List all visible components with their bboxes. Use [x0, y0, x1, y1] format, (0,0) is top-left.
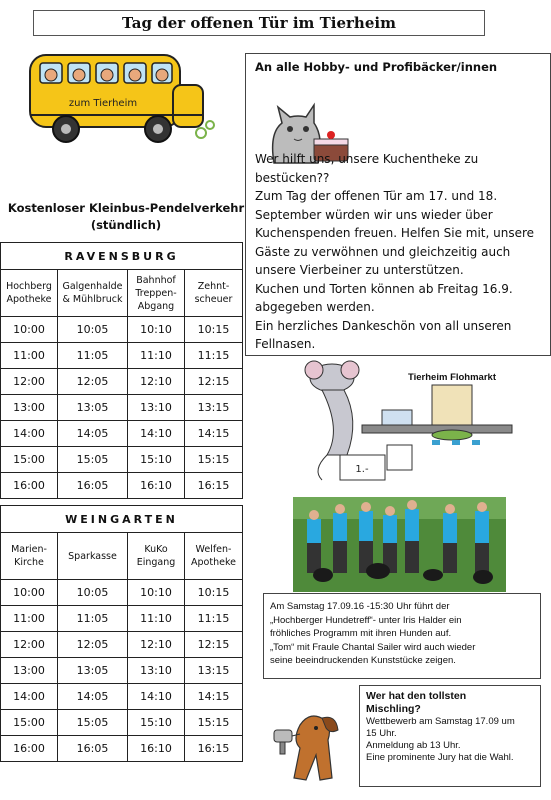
departure-time: 10:15 — [185, 580, 243, 606]
departure-time: 10:00 — [1, 580, 58, 606]
timetable-row — [1, 421, 243, 447]
stop-header — [1, 270, 58, 317]
stop-header — [1, 533, 58, 580]
departure-time: 12:05 — [58, 369, 128, 395]
departure-time: 14:10 — [128, 684, 185, 710]
stop-header — [185, 270, 243, 317]
bakers-title: An alle Hobby- und Profibäcker/innen — [255, 60, 498, 74]
shuttle-heading-line1: Kostenloser Kleinbus-Pendelverkehr — [7, 201, 245, 215]
bakers-text-line: unsere Vierbeiner zu unterstützen. — [255, 263, 464, 277]
departure-time: 14:05 — [58, 684, 128, 710]
departure-time: 15:10 — [128, 710, 185, 736]
departure-time: 16:10 — [128, 473, 185, 499]
bakers-text-line: September würden wir uns wieder über — [255, 207, 493, 222]
dog-show-notice — [263, 593, 541, 679]
departure-time: 16:10 — [128, 736, 185, 762]
departure-time: 14:15 — [185, 421, 243, 447]
contest-text-line: Eine prominente Jury hat die Wahl. — [366, 752, 514, 763]
contest-notice — [359, 685, 541, 787]
bakers-notice — [245, 53, 551, 356]
departure-time: 15:10 — [128, 447, 185, 473]
stop-name-line: scheuer — [194, 294, 233, 305]
departure-time: 16:00 — [1, 736, 58, 762]
timetable-row — [1, 632, 243, 658]
departure-time: 15:05 — [58, 710, 128, 736]
timetable-row — [1, 447, 243, 473]
departure-time: 10:05 — [58, 580, 128, 606]
departure-time: 10:05 — [58, 317, 128, 343]
stop-name-line: & Mühlbruck — [62, 294, 123, 305]
stop-name-line: Kirche — [14, 557, 44, 568]
stop-header — [58, 533, 128, 580]
departure-time: 14:00 — [1, 684, 58, 710]
departure-time: 12:10 — [128, 632, 185, 658]
stop-name-line: Apotheke — [191, 557, 236, 568]
departure-time: 15:15 — [185, 447, 243, 473]
contest-title — [360, 686, 540, 716]
stop-header — [58, 270, 128, 317]
shuttle-heading-line2: (stündlich) — [90, 218, 162, 232]
dog-show-text-line: „Hochberger Hundetreff“- unter Iris Halder ein — [270, 614, 462, 626]
departure-time: 14:00 — [1, 421, 58, 447]
bakers-text-line: Wer hilft uns, unsere Kuchentheke zu — [255, 152, 479, 166]
departure-time: 12:10 — [128, 369, 185, 395]
departure-time: 11:00 — [1, 343, 58, 369]
departure-time: 11:15 — [185, 606, 243, 632]
weingarten-city-header: WEINGARTEN — [1, 506, 243, 533]
dog-group-photo — [293, 497, 506, 592]
departure-time: 13:00 — [1, 395, 58, 421]
stop-name-line: Zehnt- — [197, 281, 230, 292]
departure-time: 13:10 — [128, 395, 185, 421]
stop-name-line: Sparkasse — [68, 550, 117, 562]
timetable-row — [1, 580, 243, 606]
stop-header — [128, 533, 185, 580]
departure-time: 11:10 — [128, 606, 185, 632]
departure-time: 10:10 — [128, 317, 185, 343]
timetable-row — [1, 684, 243, 710]
dog-with-hairdryer-illustration — [270, 700, 350, 785]
contest-title-line2: Mischling? — [366, 703, 421, 715]
departure-time: 13:15 — [185, 658, 243, 684]
timetable-row — [1, 606, 243, 632]
bakers-text — [255, 150, 547, 354]
contest-text-line: Wettbewerb am Samstag 17.09 um — [366, 716, 515, 727]
departure-time: 11:10 — [128, 343, 185, 369]
dog-show-text-line: fröhliches Programm mit ihren Hunden auf. — [270, 628, 452, 639]
departure-time: 15:15 — [185, 710, 243, 736]
departure-time: 16:00 — [1, 473, 58, 499]
departure-time: 11:05 — [58, 343, 128, 369]
timetable-row — [1, 658, 243, 684]
shuttle-heading — [6, 200, 246, 234]
timetable-row — [1, 343, 243, 369]
departure-time: 12:05 — [58, 632, 128, 658]
contest-title-line1: Wer hat den tollsten — [366, 690, 467, 702]
contest-text-line: 15 Uhr. — [366, 728, 397, 739]
departure-time: 12:00 — [1, 369, 58, 395]
departure-time: 16:15 — [185, 736, 243, 762]
departure-time: 13:15 — [185, 395, 243, 421]
departure-time: 15:00 — [1, 447, 58, 473]
stop-name-line: Eingang — [136, 557, 176, 568]
departure-time: 14:05 — [58, 421, 128, 447]
timetable-row — [1, 473, 243, 499]
stop-name-line: KuKo — [144, 544, 168, 555]
weingarten-timetable — [0, 505, 243, 762]
ravensburg-timetable — [0, 242, 243, 499]
page-title-text: Tag der offenen Tür im Tierheim — [122, 14, 396, 32]
departure-time: 11:05 — [58, 606, 128, 632]
bakers-text-line: Kuchenspenden freuen. Helfen Sie mit, unsere — [255, 226, 535, 240]
departure-time: 16:15 — [185, 473, 243, 499]
stop-name-line: Abgang — [137, 300, 175, 312]
departure-time: 13:10 — [128, 658, 185, 684]
departure-time: 13:00 — [1, 658, 58, 684]
timetable-row — [1, 369, 243, 395]
stop-name-line: Welfen- — [195, 544, 232, 555]
departure-time: 13:05 — [58, 658, 128, 684]
stop-header — [128, 270, 185, 317]
departure-time: 11:00 — [1, 606, 58, 632]
departure-time: 11:15 — [185, 343, 243, 369]
stop-header — [185, 533, 243, 580]
departure-time: 12:15 — [185, 632, 243, 658]
departure-time: 12:00 — [1, 632, 58, 658]
departure-time: 15:00 — [1, 710, 58, 736]
departure-time: 14:10 — [128, 421, 185, 447]
flea-market-price-sign: 1.- — [355, 464, 369, 475]
departure-time: 10:15 — [185, 317, 243, 343]
stop-name-line: Galgenhalde — [62, 281, 123, 292]
stop-name-line: Hochberg — [6, 281, 52, 292]
bakers-text-line: Gäste zu verwöhnen und gleichzeitig auch — [255, 244, 511, 259]
school-bus-illustration — [18, 45, 218, 155]
page-title — [33, 10, 485, 36]
contest-text — [360, 716, 540, 764]
flea-market-label: Tierheim Flohmarkt — [408, 372, 496, 383]
bus-sign: zum Tierheim — [68, 98, 138, 109]
stop-name-line: Marien- — [11, 544, 47, 555]
departure-time: 12:15 — [185, 369, 243, 395]
departure-time: 10:10 — [128, 580, 185, 606]
dog-show-text-line: Am Samstag 17.09.16 -15:30 Uhr führt der — [270, 601, 450, 612]
dog-show-text-line: „Tom“ mit Fraule Chantal Sailer wird auch wieder — [270, 641, 476, 653]
bakers-text-line: Fellnasen. — [255, 337, 316, 351]
timetable-row — [1, 710, 243, 736]
bakers-text-line: Zum Tag der offenen Tür am 17. und 18. — [255, 189, 498, 203]
timetable-row — [1, 736, 243, 762]
ravensburg-city-header: RAVENSBURG — [1, 243, 243, 270]
departure-time: 10:00 — [1, 317, 58, 343]
stop-name-line: Treppen- — [135, 287, 177, 299]
contest-text-line: Anmeldung ab 13 Uhr. — [366, 740, 461, 751]
timetable-row — [1, 395, 243, 421]
departure-time: 16:05 — [58, 473, 128, 499]
bakers-text-line: bestücken?? — [255, 170, 330, 185]
departure-time: 14:15 — [185, 684, 243, 710]
departure-time: 13:05 — [58, 395, 128, 421]
timetable-row — [1, 317, 243, 343]
bakers-text-line: Ein herzliches Dankeschön von all unseren — [255, 318, 512, 333]
departure-time: 16:05 — [58, 736, 128, 762]
dog-show-text — [264, 594, 540, 668]
stop-name-line: Apotheke — [6, 294, 52, 305]
bakers-text-line: Kuchen und Torten können ab Freitag 16.9. — [255, 281, 513, 296]
stop-name-line: Bahnhof — [136, 274, 176, 286]
departure-time: 15:05 — [58, 447, 128, 473]
bakers-text-line: abgegeben werden. — [255, 300, 375, 314]
dog-show-text-line: seine beeindruckenden Kunststücke zeigen. — [270, 655, 456, 666]
